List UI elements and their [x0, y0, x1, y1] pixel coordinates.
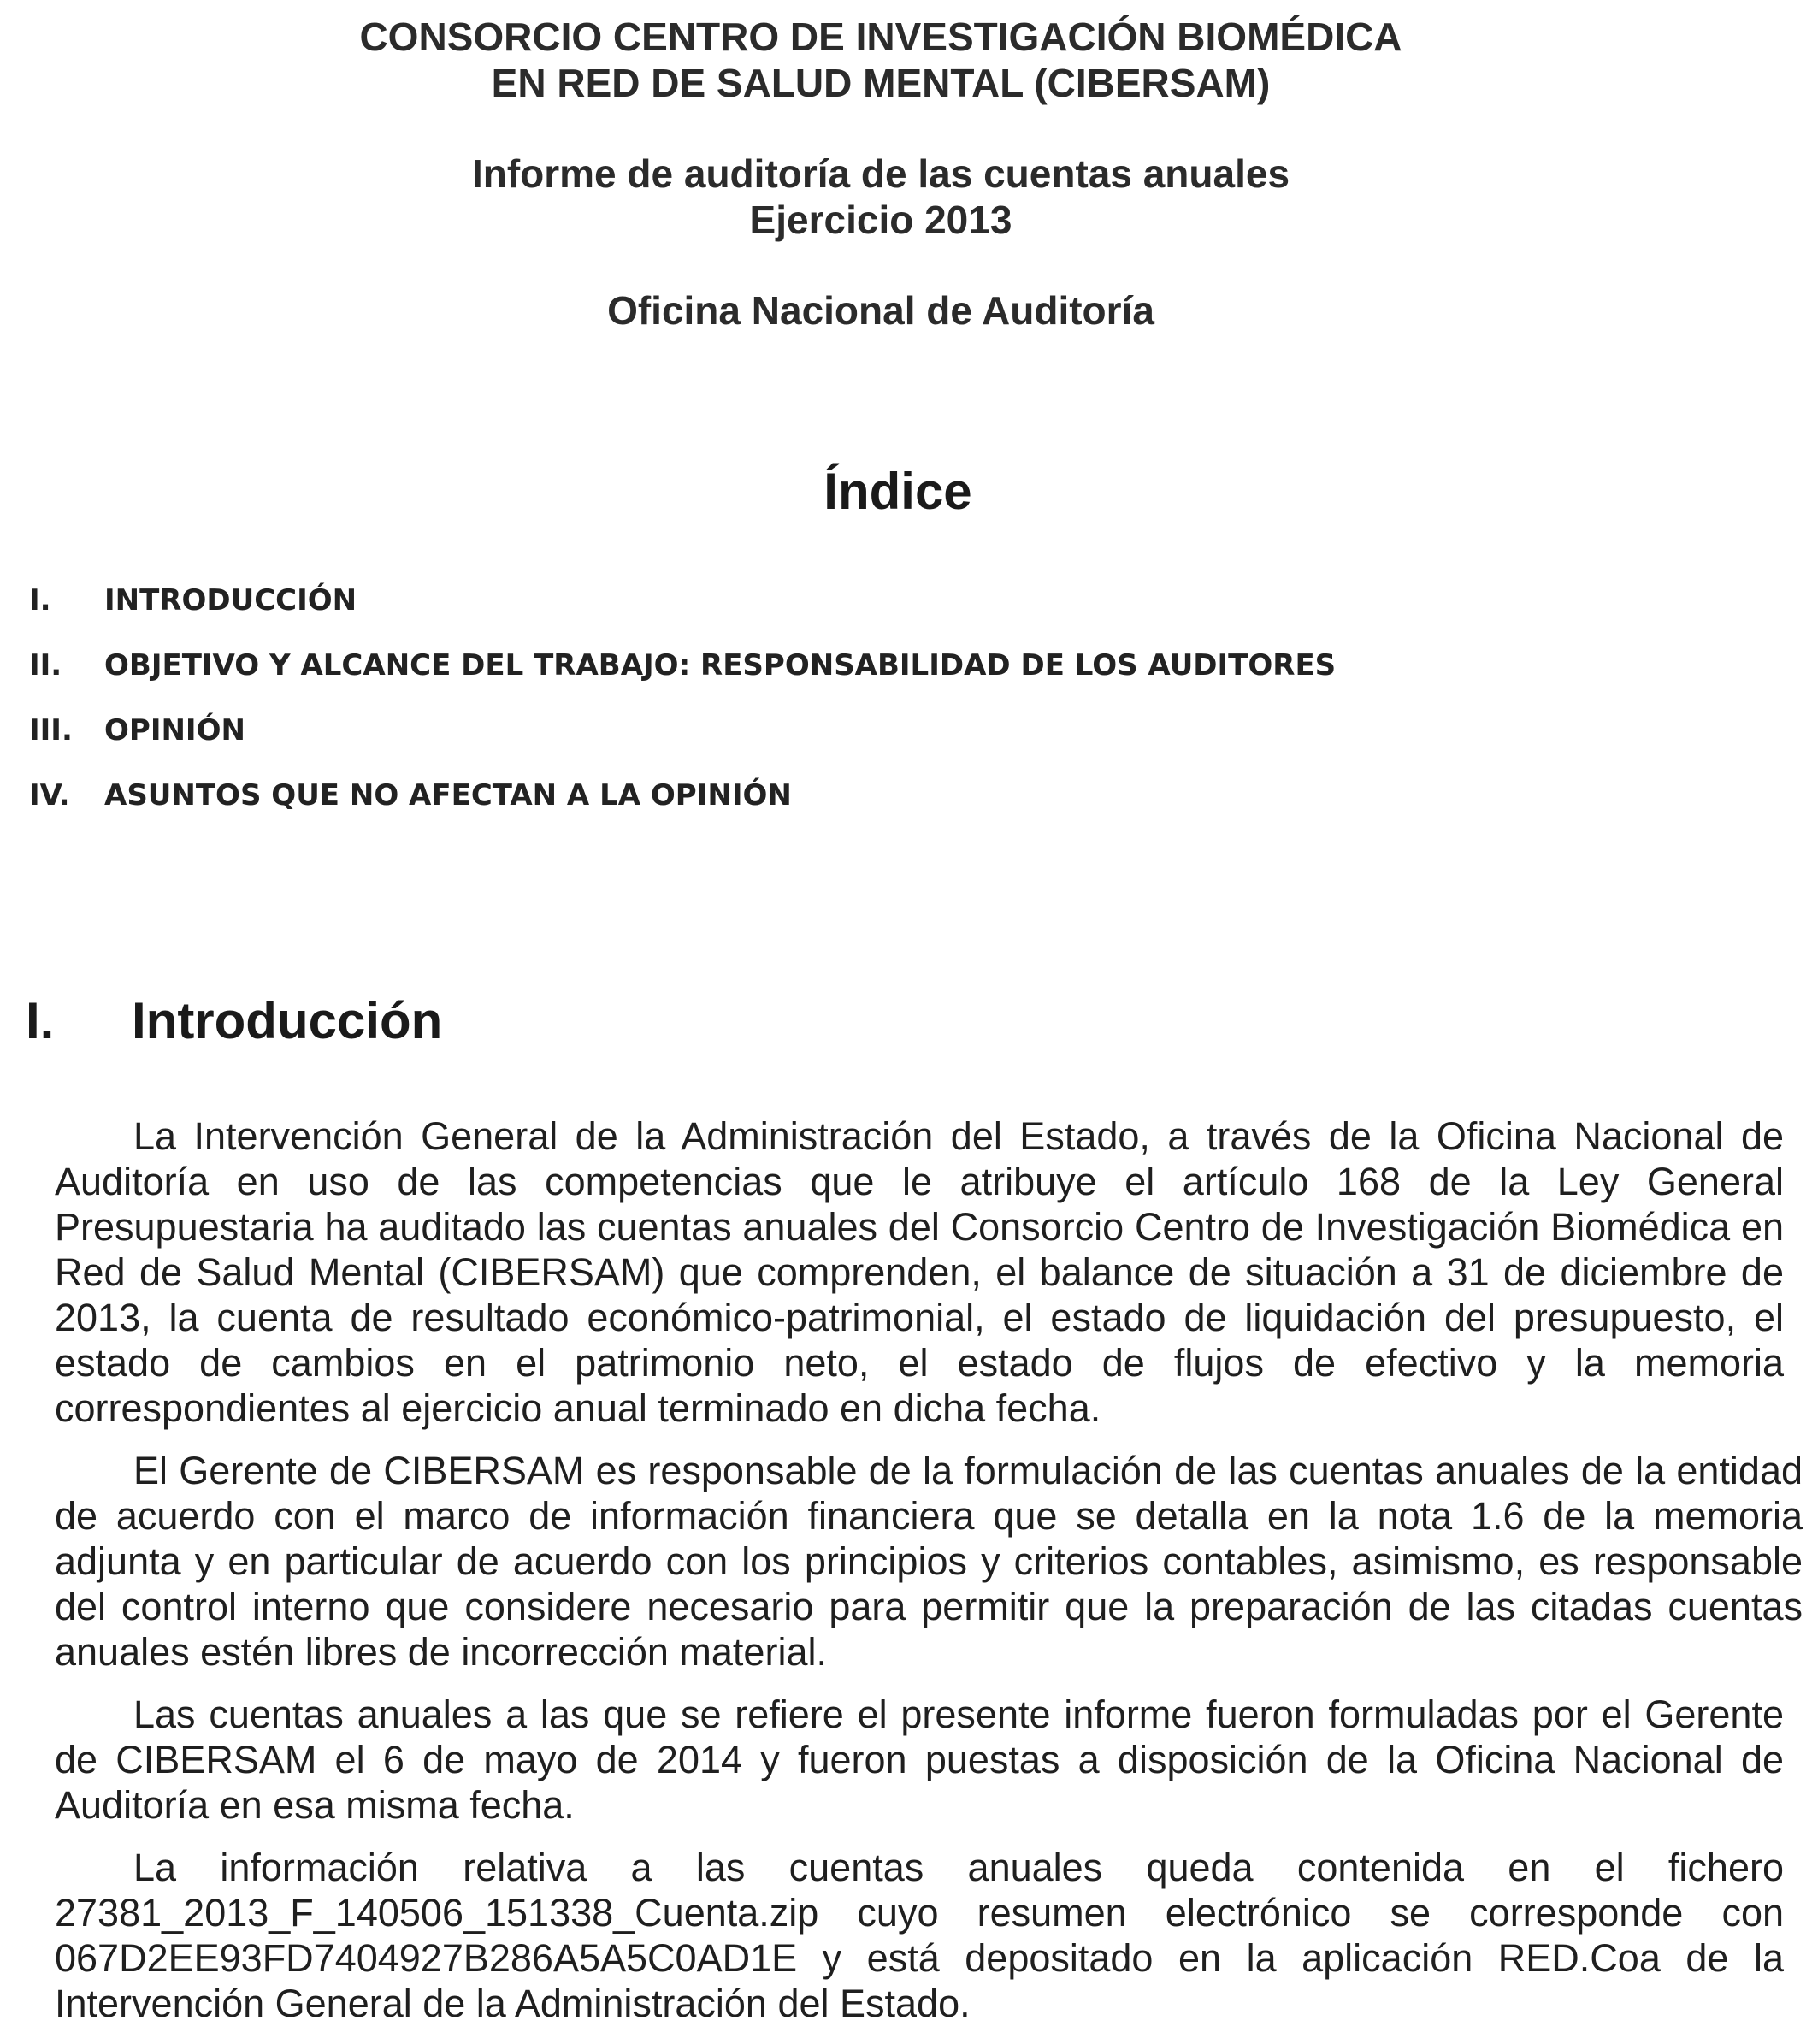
toc-item-number: III. [29, 713, 73, 747]
paragraph-audit-scope: La Intervención General de la Administración del Estado, a través de la Oficina Nacional de Auditoría en uso de las competencias que le atribuye el artículo 168 de la Ley General Presupuestaria ha auditado las cuentas anuales del Consorcio Centro de Investigación Biomédica en Red de Salud Mental (CIBERSAM) que comprenden, el balance de situación a 31 de diciembre de 2013, la cuenta de resultado económico-patrimonial, el estado de liquidación del presupuesto, el estado de cambios en el patrimonio neto, el estado de flujos de efectivo y la memoria correspondientes al ejercicio anual terminado en dicha fecha. [55, 1114, 1784, 1430]
toc-item-number: I. [29, 583, 51, 617]
document-header-office [0, 287, 1762, 334]
toc-item-label: OPINIÓN [104, 713, 245, 747]
report-fiscal-year: Ejercicio 2013 [749, 198, 1012, 242]
section-title: Introducción [132, 992, 443, 1049]
toc-item-number: II. [29, 648, 62, 682]
toc-item-introduccion[interactable] [29, 583, 1654, 648]
table-of-contents [29, 583, 1654, 843]
document-header-report [0, 151, 1762, 243]
organization-name-line-1: CONSORCIO CENTRO DE INVESTIGACIÓN BIOMÉDICA [359, 15, 1402, 59]
toc-item-opinion[interactable] [29, 713, 1654, 778]
toc-item-label: OBJETIVO Y ALCANCE DEL TRABAJO: RESPONSABILIDAD DE LOS AUDITORES [104, 648, 1337, 682]
toc-item-objetivo[interactable] [29, 648, 1654, 713]
section-number: I. [26, 992, 55, 1049]
paragraph-formulation-date: Las cuentas anuales a las que se refiere el presente informe fueron formuladas por el Gerente de CIBERSAM el 6 de mayo de 2014 y fueron puestas a disposición de la Oficina Nacional de Auditoría en esa misma fecha. [55, 1693, 1784, 1827]
report-title: Informe de auditoría de las cuentas anuales [471, 151, 1290, 196]
paragraph-management-responsibility: El Gerente de CIBERSAM es responsable de la formulación de las cuentas anuales de la entidad de acuerdo con el marco de información financiera que se detalla en la nota 1.6 de la memoria adjunta y en particular de acuerdo con los principios y criterios contables, asimismo, es responsable del control interno que considere necesario para permitir que la preparación de las citadas cuentas anuales estén libres de incorrección material. [55, 1449, 1803, 1674]
section-heading-introduccion [26, 990, 442, 1052]
toc-item-number: IV. [29, 778, 70, 812]
toc-item-asuntos[interactable] [29, 778, 1654, 843]
document-header-organization [0, 14, 1762, 106]
toc-item-label: INTRODUCCIÓN [104, 583, 357, 617]
paragraph-file-information: La información relativa a las cuentas anuales queda contenida en el fichero 27381_2013_F_140506_151338_Cuenta.zip cuyo resumen electrónico se corresponde con 067D2EE93FD7404927B286A5A5C0AD1E y está depositado en la aplicación RED.Coa de la Intervención General de la Administración del Estado. [55, 1846, 1784, 2025]
toc-item-label: ASUNTOS QUE NO AFECTAN A LA OPINIÓN [104, 778, 792, 812]
index-title: Índice [823, 463, 972, 520]
section-body [55, 1114, 1803, 2026]
office-name: Oficina Nacional de Auditoría [607, 288, 1154, 333]
organization-name-line-2: EN RED DE SALUD MENTAL (CIBERSAM) [491, 61, 1271, 105]
